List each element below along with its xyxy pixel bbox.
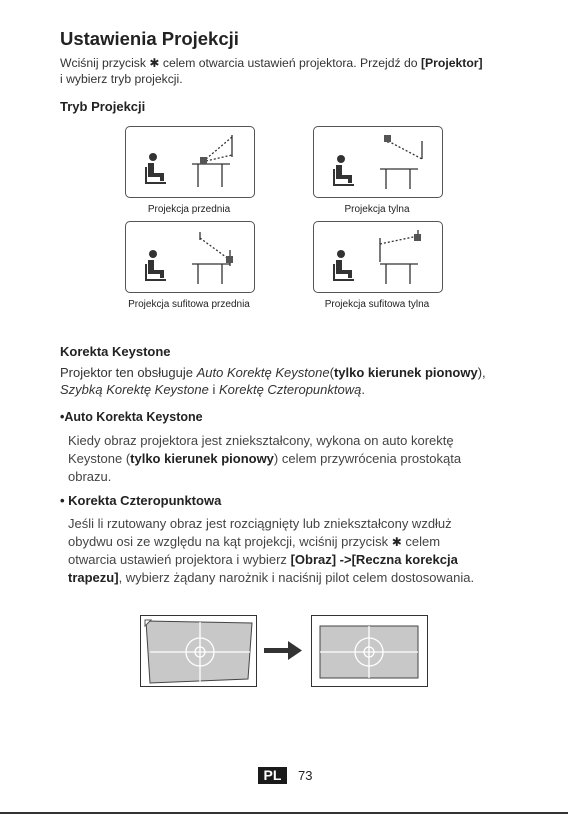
language-badge: PL <box>258 767 287 784</box>
arrow-right-icon <box>264 641 302 660</box>
page-title: Ustawienia Projekcji <box>60 28 239 49</box>
mode-card-rear <box>313 126 443 198</box>
intro-projector-menu: [Projektor] <box>420 56 483 70</box>
keystone-heading: Korekta Keystone <box>60 344 171 359</box>
intro-text-a: Wciśnij przycisk <box>60 56 146 70</box>
keystone-and: i <box>212 382 216 397</box>
auto-line-1: Kiedy obraz projektora jest zniekształcony, wykona on auto korektę <box>68 433 454 448</box>
keystone-text-a: Projektor ten obsługuje <box>60 365 193 380</box>
intro-text-b: celem otwarcia ustawień projektora. Przejdź do <box>162 56 418 70</box>
intro-line-1 <box>60 56 483 71</box>
rear-projection-illustration <box>314 127 442 197</box>
keystone-correction-illustration <box>140 615 440 687</box>
mode-caption-ceiling-front: Projekcja sufitowa przednia <box>128 299 250 310</box>
four-heading: • Korekta Czteropunktowa <box>60 493 222 508</box>
four-line-3 <box>68 551 458 569</box>
four-line-4 <box>68 569 474 587</box>
four-text-c: otwarcia ustawień projektora i wybierz <box>68 552 287 567</box>
four-menu-path: [Obraz] ->[Reczna korekcja <box>290 552 458 567</box>
mode-card-ceiling-rear <box>313 221 443 293</box>
keystone-vertical: tylko kierunek pionowy <box>333 365 478 380</box>
four-line-1: Jeśli li rzutowany obraz jest rozciągnięty lub zniekształcony wzdłuż <box>68 516 452 531</box>
mode-card-front <box>125 126 255 198</box>
keystone-paren-close: ), <box>477 365 486 380</box>
gear-icon: ✱ <box>391 535 402 549</box>
footer-rule <box>0 812 568 814</box>
auto-line-2 <box>68 450 461 468</box>
front-projection-illustration <box>126 127 254 197</box>
four-text-d: , wybierz żądany narożnik i naciśnij pilot celem dostosowania. <box>118 570 475 585</box>
keystone-line-2 <box>60 381 365 399</box>
mode-heading: Tryb Projekcji <box>60 99 146 114</box>
keystone-period: . <box>361 382 365 397</box>
keystone-line-1 <box>60 364 486 382</box>
mode-caption-rear: Projekcja tylna <box>344 204 410 215</box>
keystone-four-point: Korektę Czteropunktową <box>219 382 362 397</box>
gear-icon: ✱ <box>149 56 160 70</box>
keystone-paren-open: ( <box>329 365 334 380</box>
four-menu-path-end: trapezu] <box>68 570 119 585</box>
mode-card-ceiling-front <box>125 221 255 293</box>
four-text-a: obydwu osi ze względu na kąt projekcji, wciśnij przycisk <box>68 534 389 549</box>
keystone-quick: Szybką Korektę Keystone <box>60 382 209 397</box>
auto-heading: •Auto Korekta Keystone <box>60 410 203 424</box>
auto-vertical: tylko kierunek pionowy <box>130 451 274 466</box>
mode-caption-ceiling-rear: Projekcja sufitowa tylna <box>324 299 430 310</box>
ceiling-front-projection-illustration <box>126 222 254 292</box>
auto-line-3: obrazu. <box>68 469 112 484</box>
mode-caption-front: Projekcja przednia <box>147 204 231 215</box>
auto-text-c: ) celem przywrócenia prostokąta <box>273 451 462 466</box>
auto-text-a: Keystone ( <box>68 451 131 466</box>
four-line-2 <box>68 533 440 552</box>
page-number: 73 <box>298 768 313 783</box>
intro-line-2: i wybierz tryb projekcji. <box>60 72 183 86</box>
ceiling-rear-projection-illustration <box>314 222 442 292</box>
keystone-auto: Auto Korektę Keystone <box>196 365 330 380</box>
four-text-b: celem <box>405 534 441 549</box>
